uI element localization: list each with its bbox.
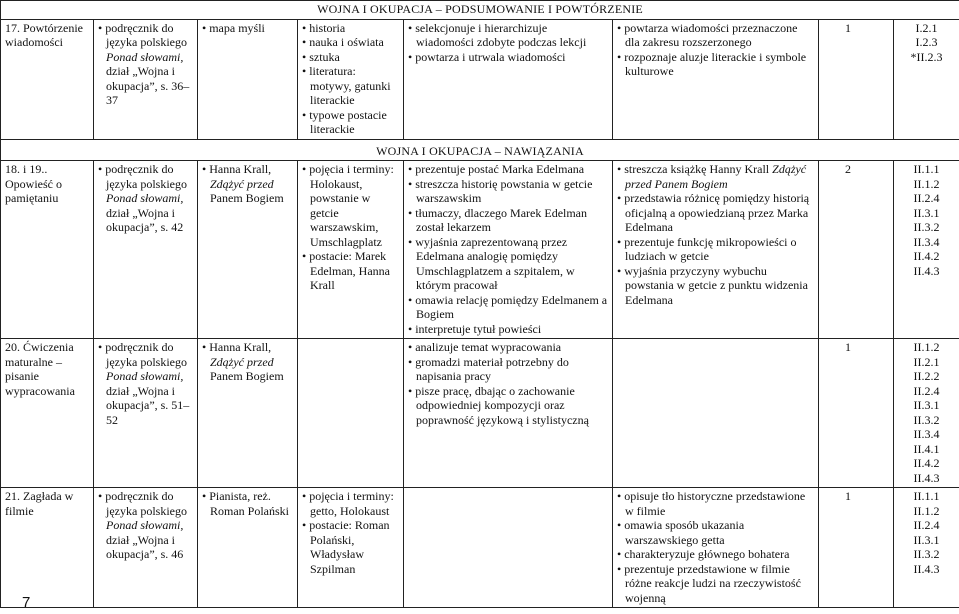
codes-cell: II.1.1 II.1.2 II.2.4 II.3.1 II.3.2 II.3.4 II.4.2 II.4.3: [894, 161, 959, 339]
extended-requirements-cell: • streszcza książkę Hanny Krall Zdążyć przed Panem Bogiem • przedstawia różnicę pomiędzy historią oficjalną a opowiedzianą przez Marka Edelmana • prezentuje funkcję mikropowieści o ludziach w getcie • wyjaśnia przyczyny wybuchu powstania w getcie z punktu widzenia Edelmana: [613, 161, 819, 339]
table-row: [1, 19, 959, 139]
lesson-title: 18. i 19.. Opowieść o pamiętaniu: [1, 161, 94, 339]
basic-requirements-cell: • prezentuje postać Marka Edelmana • streszcza historię powstania w getcie warszawskim • tłumaczy, dlaczego Marek Edelman został lekarzem • wyjaśnia zaprezentowaną przez Edelmana analogię pomiędzy Umschlagplatzem a szpitalem, w którym pracował • omawia relację pomiędzy Edelmanem a Bogiem • interpretuje tytuł powieści: [404, 161, 613, 339]
concepts-cell: • pojęcia i terminy: Holokaust, powstanie w getcie warszawskim, Umschlagplatz • postacie: Marek Edelman, Hanna Krall: [298, 161, 404, 339]
basic-requirements-cell: [404, 488, 613, 608]
page-number: 7: [22, 594, 31, 611]
source-cell: • podręcznik do języka polskiego Ponad słowami, dział „Wojna i okupacja”, s. 42: [94, 161, 198, 339]
hours-cell: 1: [819, 488, 894, 608]
text-cell: • Hanna Krall, Zdążyć przed Panem Bogiem: [198, 161, 298, 339]
concepts-cell: [298, 339, 404, 488]
concepts-cell: • historia • nauka i oświata • sztuka • literatura: motywy, gatunki literackie • typowe postacie literackie: [298, 19, 404, 139]
codes-cell: I.2.1 I.2.3 *II.2.3: [894, 19, 959, 139]
text-cell: • Pianista, reż. Roman Polański: [198, 488, 298, 608]
extended-requirements-cell: • opisuje tło historyczne przedstawione w filmie • omawia sposób ukazania warszawskiego getta • charakteryzuje głównego bohatera • prezentuje przedstawione w filmie różne reakcje ludzi na rzeczywistość wojenną: [613, 488, 819, 608]
hours-cell: 2: [819, 161, 894, 339]
source-cell: • podręcznik do języka polskiego Ponad słowami, dział „Wojna i okupacja”, s. 36–37: [94, 19, 198, 139]
basic-requirements-cell: • selekcjonuje i hierarchizuje wiadomości zdobyte podczas lekcji • powtarza i utrwala wiadomości: [404, 19, 613, 139]
lesson-title: 17. Powtórzenie wiadomości: [1, 19, 94, 139]
lesson-title: 21. Zagłada w filmie: [1, 488, 94, 608]
extended-requirements-cell: • powtarza wiadomości przeznaczone dla zakresu rozszerzonego • rozpoznaje aluzje literackie i symbole kulturowe: [613, 19, 819, 139]
codes-cell: II.1.2 II.2.1 II.2.2 II.2.4 II.3.1 II.3.2 II.3.4 II.4.1 II.4.2 II.4.3: [894, 339, 959, 488]
table-row: [1, 339, 959, 488]
section-header-links: [1, 139, 959, 161]
extended-requirements-cell: [613, 339, 819, 488]
basic-requirements-cell: • analizuje temat wypracowania • gromadzi materiał potrzebny do napisania pracy • pisze pracę, dbając o zachowanie odpowiedniej kompozycji oraz poprawność językową i stylistyczną: [404, 339, 613, 488]
section-title: WOJNA I OKUPACJA – NAWIĄZANIA: [1, 139, 959, 161]
text-cell: • Hanna Krall, Zdążyć przed Panem Bogiem: [198, 339, 298, 488]
concepts-cell: • pojęcia i terminy: getto, Holokaust • postacie: Roman Polański, Władysław Szpilman: [298, 488, 404, 608]
lesson-title: 20. Ćwiczenia maturalne – pisanie wypracowania: [1, 339, 94, 488]
source-cell: • podręcznik do języka polskiego Ponad słowami, dział „Wojna i okupacja”, s. 51–52: [94, 339, 198, 488]
codes-cell: II.1.1 II.1.2 II.2.4 II.3.1 II.3.2 II.4.3: [894, 488, 959, 608]
section-title: WOJNA I OKUPACJA – PODSUMOWANIE I POWTÓRZENIE: [1, 1, 959, 20]
table-row: [1, 488, 959, 608]
hours-cell: 1: [819, 19, 894, 139]
hours-cell: 1: [819, 339, 894, 488]
text-cell: • mapa myśli: [198, 19, 298, 139]
table-row: [1, 161, 959, 339]
source-cell: • podręcznik do języka polskiego Ponad słowami, dział „Wojna i okupacja”, s. 46: [94, 488, 198, 608]
section-header-summary: [1, 1, 959, 20]
